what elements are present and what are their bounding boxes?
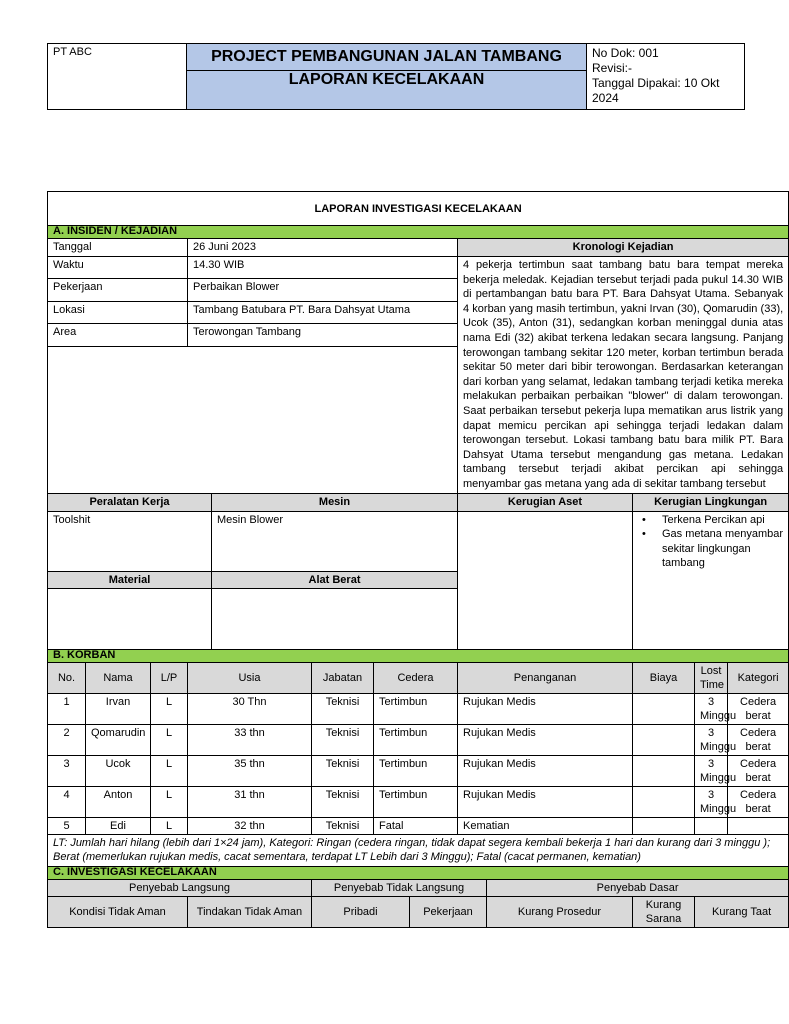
col-position: Jabatan (312, 662, 374, 693)
incident-blank-area (48, 346, 458, 493)
victim-lost-time: 3 Minggu (695, 755, 728, 786)
direct-cause-header: Penyebab Langsung (48, 879, 312, 896)
victim-handling: Rujukan Medis (458, 724, 633, 755)
machine-value: Mesin Blower (212, 511, 458, 571)
col-age: Usia (188, 662, 312, 693)
table-row (48, 693, 789, 724)
victim-cost (633, 724, 695, 755)
victim-sex: L (151, 755, 188, 786)
table-row (48, 817, 789, 834)
unsafe-action-header: Tindakan Tidak Aman (188, 896, 312, 927)
field-value-job: Perbaikan Blower (188, 279, 458, 301)
victim-age: 30 Thn (188, 693, 312, 724)
victim-position: Teknisi (312, 817, 374, 834)
lack-facility-header: Kurang Sarana (633, 896, 695, 927)
indirect-cause-header: Penyebab Tidak Langsung (312, 879, 487, 896)
victim-handling: Rujukan Medis (458, 786, 633, 817)
col-lost-time: Lost Time (695, 662, 728, 693)
victim-lost-time: 3 Minggu (695, 786, 728, 817)
col-category: Kategori (728, 662, 789, 693)
material-value (48, 588, 212, 649)
victim-category: Cedera berat (728, 724, 789, 755)
victim-category: Cedera berat (728, 755, 789, 786)
victim-cost (633, 755, 695, 786)
victim-category: Cedera berat (728, 786, 789, 817)
victim-sex: L (151, 817, 188, 834)
victim-cost (633, 817, 695, 834)
lack-compliance-header: Kurang Taat (695, 896, 789, 927)
machine-header: Mesin (212, 493, 458, 511)
doc-number: No Dok: 001 (592, 46, 659, 60)
victim-injury: Tertimbun (374, 724, 458, 755)
victim-injury: Tertimbun (374, 693, 458, 724)
victim-category: Cedera berat (728, 693, 789, 724)
chronology-title: Kronologi Kejadian (458, 239, 789, 257)
victim-lost-time: 3 Minggu (695, 693, 728, 724)
table-row (48, 755, 789, 786)
environment-loss-item: • Terkena Percikan api (642, 513, 783, 528)
victim-handling: Rujukan Medis (458, 755, 633, 786)
chronology-text: 4 pekerja tertimbun saat tambang batu bara tempat mereka bekerja meledak. Kejadian tersebut terjadi pada pukul 14.30 WIB di pertambangan batu bara PT. Bara Dahsyat Utama. Sebanyak 4 korban yang masih tertimbun, yakni Irvan (30), Qomarudin (33), Ucok (35), Anton (31), sedangkan korban meninggal dunia atas nama Edi (32) akibat terkena ledakan secara langsung. Panjang terowongan tambang sekitar 120 meter, korban tertimbun berada sekitar 50 meter dari bibir terowongan. Berdasarkan keterangan dari korban yang selamat, ledakan tambang terjadi ketika mereka melakukan perbaikan perbaikan "blower" di dalam terowongan. Saat perbaikan tersebut pekerja lupa mematikan arus listrik yang dapat memicu percikan api sehingga terjadi ledakan dalam terowongan tersebut. Lokasi tambang batu bara milik PT. Bara Dahsyat Utama tersebut mengandung gas metana. Ledakan tambang tersebut terjadi akibat percikan api sehingga menyambar gas metana yang ada di sekitar tambang tersebut (458, 257, 789, 494)
section-b-header: B. KORBAN (48, 649, 789, 662)
victim-name: Qomarudin (86, 724, 151, 755)
victim-no: 2 (48, 724, 86, 755)
victim-position: Teknisi (312, 786, 374, 817)
victim-age: 32 thn (188, 817, 312, 834)
form-title: LAPORAN INVESTIGASI KECELAKAAN (48, 192, 789, 226)
document-meta (587, 44, 745, 110)
victim-sex: L (151, 786, 188, 817)
environment-loss-list (633, 511, 789, 649)
victim-no: 5 (48, 817, 86, 834)
environment-loss-header: Kerugian Lingkungan (633, 493, 789, 511)
victim-position: Teknisi (312, 724, 374, 755)
field-label-area: Area (48, 324, 188, 346)
company-name: PT ABC (48, 44, 187, 110)
unsafe-condition-header: Kondisi Tidak Aman (48, 896, 188, 927)
field-value-area: Terowongan Tambang (188, 324, 458, 346)
victim-age: 35 thn (188, 755, 312, 786)
victim-no: 3 (48, 755, 86, 786)
asset-loss-header: Kerugian Aset (458, 493, 633, 511)
field-value-time: 14.30 WIB (188, 257, 458, 279)
section-a-header: A. INSIDEN / KEJADIAN (48, 226, 789, 239)
asset-loss-value (458, 511, 633, 649)
root-cause-header: Penyebab Dasar (487, 879, 789, 896)
victim-injury: Tertimbun (374, 786, 458, 817)
field-value-location: Tambang Batubara PT. Bara Dahsyat Utama (188, 301, 458, 323)
victim-name: Edi (86, 817, 151, 834)
document-header (47, 43, 745, 110)
project-title: PROJECT PEMBANGUNAN JALAN TAMBANG (187, 44, 587, 71)
victim-injury: Tertimbun (374, 755, 458, 786)
personal-factor-header: Pribadi (312, 896, 410, 927)
victim-name: Ucok (86, 755, 151, 786)
section-c-header: C. INVESTIGASI KECELAKAAN (48, 866, 789, 879)
col-sex: L/P (151, 662, 188, 693)
heavy-equipment-header: Alat Berat (212, 571, 458, 588)
field-label-time: Waktu (48, 257, 188, 279)
table-row (48, 786, 789, 817)
victim-age: 31 thn (188, 786, 312, 817)
col-cost: Biaya (633, 662, 695, 693)
lack-procedure-header: Kurang Prosedur (487, 896, 633, 927)
victim-no: 4 (48, 786, 86, 817)
victim-position: Teknisi (312, 693, 374, 724)
victim-position: Teknisi (312, 755, 374, 786)
victim-handling: Kematian (458, 817, 633, 834)
environment-loss-item: • Gas metana menyambar sekitar lingkungan tambang (642, 527, 783, 571)
victim-lost-time: 3 Minggu (695, 724, 728, 755)
victim-name: Irvan (86, 693, 151, 724)
victim-category (728, 817, 789, 834)
equipment-header: Peralatan Kerja (48, 493, 212, 511)
date-used: Tanggal Dipakai: 10 Okt 2024 (592, 76, 720, 105)
heavy-equipment-value (212, 588, 458, 649)
victim-sex: L (151, 724, 188, 755)
job-factor-header: Pekerjaan (410, 896, 487, 927)
victim-name: Anton (86, 786, 151, 817)
investigation-form (47, 191, 789, 928)
equipment-value: Toolshit (48, 511, 212, 571)
table-row (48, 724, 789, 755)
material-header: Material (48, 571, 212, 588)
victim-sex: L (151, 693, 188, 724)
col-handling: Penanganan (458, 662, 633, 693)
revision: Revisi:- (592, 61, 633, 75)
field-label-job: Pekerjaan (48, 279, 188, 301)
col-name: Nama (86, 662, 151, 693)
victim-handling: Rujukan Medis (458, 693, 633, 724)
victim-age: 33 thn (188, 724, 312, 755)
field-label-date: Tanggal (48, 239, 188, 257)
victim-no: 1 (48, 693, 86, 724)
victim-cost (633, 786, 695, 817)
victim-injury: Fatal (374, 817, 458, 834)
victim-cost (633, 693, 695, 724)
victim-lost-time (695, 817, 728, 834)
field-value-date: 26 Juni 2023 (188, 239, 458, 257)
report-title: LAPORAN KECELAKAAN (187, 71, 587, 110)
field-label-location: Lokasi (48, 301, 188, 323)
col-no: No. (48, 662, 86, 693)
victims-note: LT: Jumlah hari hilang (lebih dari 1×24 jam), Kategori: Ringan (cedera ringan, tidak dapat segera kembali bekerja 1 hari dan kurang dari 3 minggu ); Berat (memerlukan rujukan medis, cacat sementara, terdapat LT Lebih dari 3 Minggu); Fatal (cacat permanen, kematian) (48, 834, 789, 866)
col-injury: Cedera (374, 662, 458, 693)
